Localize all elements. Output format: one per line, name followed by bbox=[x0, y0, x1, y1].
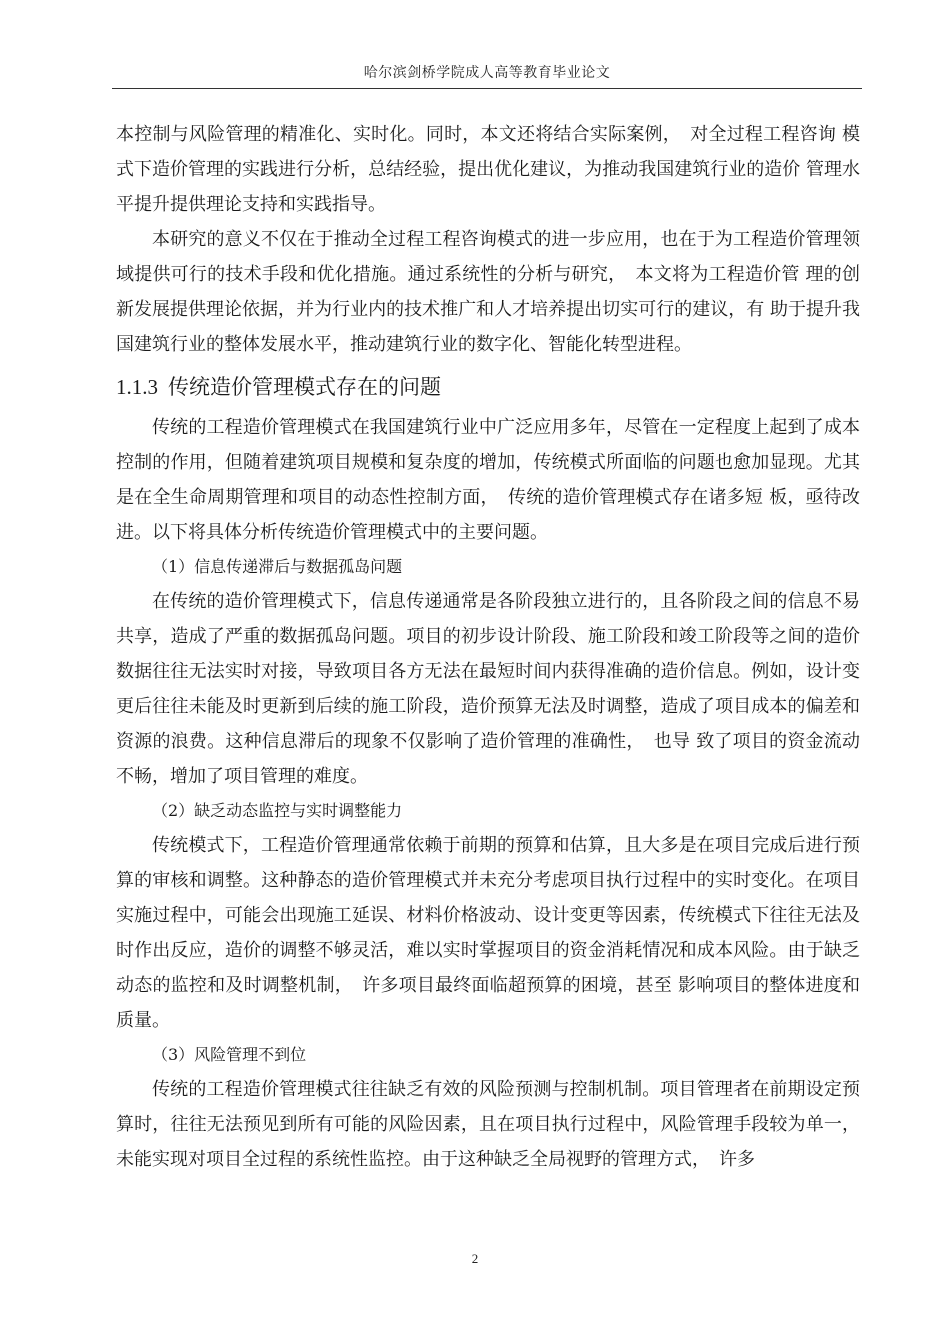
paragraph-intro: 传统的工程造价管理模式在我国建筑行业中广泛应用多年，尽管在一定程度上起到了成本控制的作用，但随着建筑项目规模和复杂度的增加，传统模式所面临的问题也愈加显现。尤其是在全生命周期管理和项目的动态性控制方面， 传统的造价管理模式存在诸多短 板，亟待改进。以下将具体分析传统造价管理模式中的主要问题。 bbox=[116, 417, 860, 543]
section-number: 1.1.3 bbox=[116, 375, 158, 399]
page-number: 2 bbox=[471, 1251, 479, 1266]
section-title: 传统造价管理模式存在的问题 bbox=[168, 375, 441, 399]
page-header: 哈尔滨剑桥学院成人高等教育毕业论文 bbox=[363, 65, 611, 81]
paragraph-significance: 本研究的意义不仅在于推动全过程工程咨询模式的进一步应用，也在于为工程造价管理领域提供可行的技术手段和优化措施。通过系统性的分析与研究， 本文将为工程造价管 理的创新发展提供理论依据，并为行业内的技术推广和人才培养提出切实可行的建议，有 助于提升我国建筑行业的整体发展水平，推动建筑行业的数字化、智能化转型进程。 bbox=[116, 229, 860, 355]
subheading-1: （1）信息传递滞后与数据孤岛问题 bbox=[152, 557, 403, 576]
paragraph-continued: 本控制与风险管理的精准化、实时化。同时，本文还将结合实际案例， 对全过程工程咨询 模式下造价管理的实践进行分析，总结经验，提出优化建议，为推动我国建筑行业的造价 管理水平提升提供理论支持和实践指导。 bbox=[116, 124, 860, 215]
header-rule bbox=[112, 88, 862, 89]
subheading-3: （3）风险管理不到位 bbox=[152, 1045, 307, 1064]
subheading-2: （2）缺乏动态监控与实时调整能力 bbox=[152, 801, 403, 820]
paragraph-info-lag: 在传统的造价管理模式下，信息传递通常是各阶段独立进行的，且各阶段之间的信息不易共享，造成了严重的数据孤岛问题。项目的初步设计阶段、施工阶段和竣工阶段等之间的造价数据往往无法实时对接，导致项目各方无法在最短时间内获得准确的造价信息。例如，设计变更后往往未能及时更新到后续的施工阶段，造价预算无法及时调整，造成了项目成本的偏差和资源的浪费。这种信息滞后的现象不仅影响了造价管理的准确性， 也导 致了项目的资金流动不畅，增加了项目管理的难度。 bbox=[116, 591, 860, 787]
paragraph-risk-management: 传统的工程造价管理模式往往缺乏有效的风险预测与控制机制。项目管理者在前期设定预算时，往往无法预见到所有可能的风险因素，且在项目执行过程中，风险管理手段较为单一，未能实现对项目全过程的系统性监控。由于这种缺乏全局视野的管理方式， 许多 bbox=[116, 1079, 860, 1170]
body-text bbox=[116, 117, 860, 1177]
section-heading bbox=[116, 370, 860, 404]
paragraph-dynamic-monitoring: 传统模式下，工程造价管理通常依赖于前期的预算和估算，且大多是在项目完成后进行预算的审核和调整。这种静态的造价管理模式并未充分考虑项目执行过程中的实时变化。在项目实施过程中，可能会出现施工延误、材料价格波动、设计变更等因素，传统模式下往往无法及时作出反应，造价的调整不够灵活，难以实时掌握项目的资金消耗情况和成本风险。由于缺乏动态的监控和及时调整机制， 许多项目最终面临超预算的困境，甚至 影响项目的整体进度和质量。 bbox=[116, 835, 860, 1031]
